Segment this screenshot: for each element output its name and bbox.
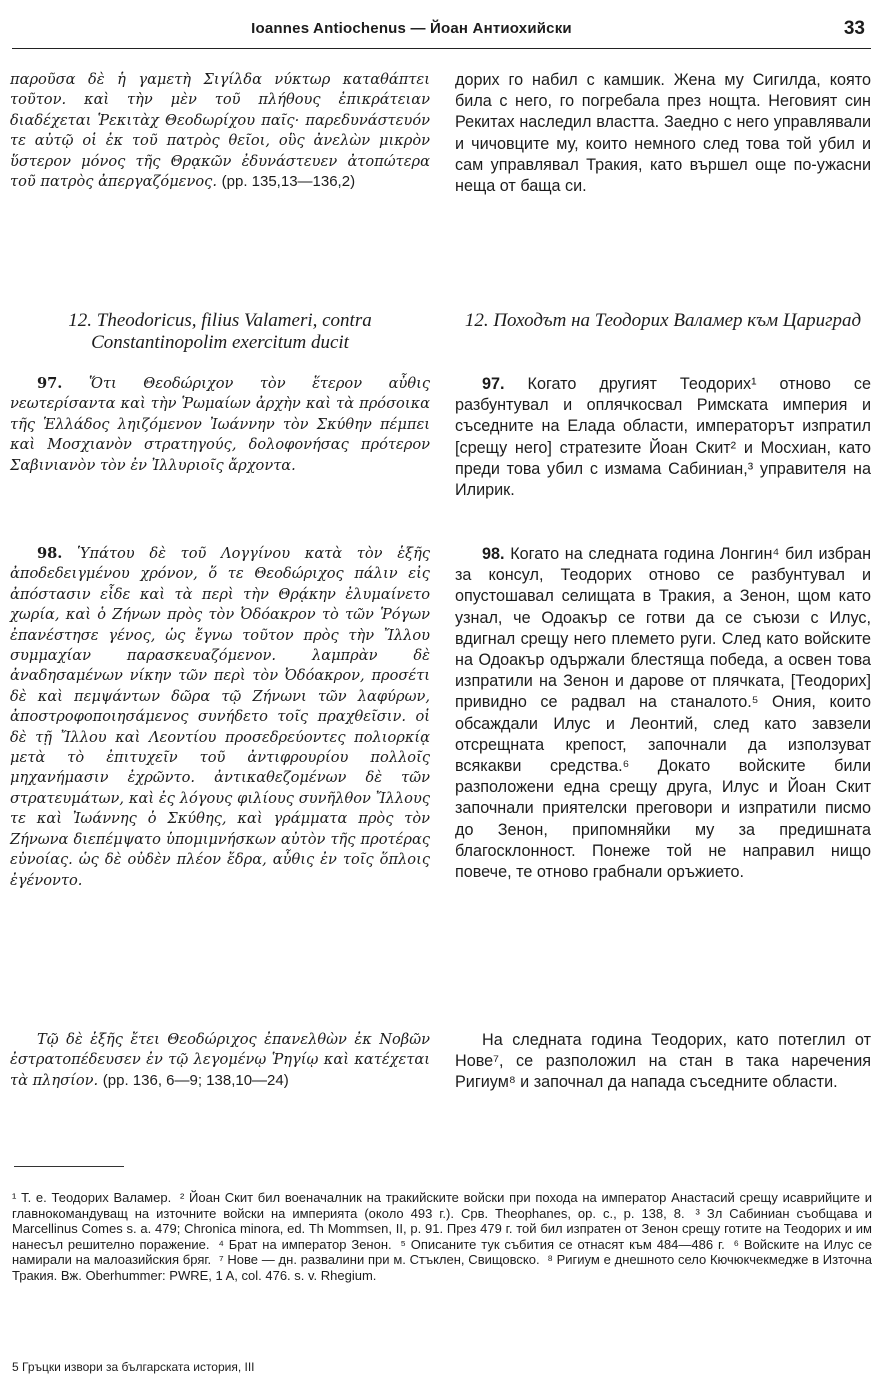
footnote-6: ⁶ Войските на Илус се намирали на малоазийския бряг.: [12, 1236, 873, 1268]
footnote-3: ³ Зл Сабиниан съобщава и Marcellinus Comes s. a. 479; Chronica minora, ed. Th Mommsen, II, p. 91. През 479 г. той бил изпратен от Зенон срещу готите на Теодорих и им нанесъл решително поражение.: [12, 1205, 872, 1252]
last-greek-ref: (pp. 136, 6—9; 138,10—24): [102, 1071, 289, 1089]
p97-bulgarian: [455, 374, 871, 501]
last-greek-body: Τῷ δὲ ἑξῆς ἔτει Θεοδώριχος ἐπανελθὼν ἐκ Νοβῶν ἐστρατοπέδευσεν ἐν τῷ λεγομένῳ Ῥηγίῳ καὶ κατέχεται τὰ πλησίον.: [10, 1031, 430, 1089]
footnote-1: ¹ Т. е. Теодорих Валамер.: [12, 1190, 172, 1205]
page-header: [12, 16, 871, 46]
top-greek-ref: (pp. 135,13—136,2): [221, 173, 356, 191]
footnote-8: ⁸ Ригиум е днешното село Кючюкчекмедже в Източна Тракия. Вж. Oberhummer: PWRE, 1 A, col. 476. s. v. Rhegium.: [12, 1252, 872, 1283]
bulgarian-title-block: [455, 310, 871, 332]
page-footer: 5 Гръцки извори за българската история, III: [12, 1360, 255, 1374]
running-title: Ioannes Antiochenus — Йоан Антиохийски: [251, 20, 572, 37]
p97-greek-number: 97.: [37, 375, 63, 392]
page-number: 33: [843, 18, 865, 39]
p97-bg-body: Когато другият Теодорих¹ отново се разбунтувал и оплячкосвал Римската империя и съседните на Елада области, императорът изпратил [срещу него] стратезите Йоан Скит² и Мосхиан, като преди това убил с измама Сабиниан,³ управителя на Илирик.: [455, 375, 872, 500]
footnotes: [12, 1190, 872, 1284]
footnote-2: ² Йоан Скит бил военачалник на тракийските войски при похода на император Анастасий срещу исаврийците и главнокомандуващ на източните войски на империята (около 493 г.). Срв. Theophanes, op. c., p. 138, 8.: [12, 1190, 872, 1221]
p98-greek-number: 98.: [37, 545, 63, 562]
p97-greek-body: Ὅτι Θεοδώριχον τὸν ἕτερον αὖθις νεωτερίσαντα καὶ τὴν Ῥωμαίων ἀρχὴν καὶ τὰ πρόσοικα τῆς Ἑλλάδος ληιζόμενον Ἰωάννην τὸν Σκύθην πέμπει καὶ Μοσχιανὸν στρατηγούς, δολοφονήσας πρότερον Σαβινιανὸν τὸν ἐν Ἰλλυριοῖς ἄρχοντα.: [10, 375, 430, 474]
p98-greek: [10, 544, 430, 891]
footnote-7: ⁷ Нове — дн. развалини при м. Стъклен, Свищовско.: [218, 1252, 540, 1268]
p98-bg-body: Когато на следната година Лонгин⁴ бил избран за консул, Теодорих отново се разбунтувал и опустошавал селищата в Тракия, а Зенон, щом като узнал, че Одоакър се готви да се съюзи с Илус, вдигнал срещу него племето руги. След като войските на Одоакър одържали блестяща победа, а освен това изпратили на Зенон и дарове от плячката, [Теодорих] привидно се радвал на станалото.⁵ Ония, които обсаждали Илус и Леонтий, след като завзели отсрещната крепост, започнали да използуват всякакви средства.⁶ Докато войските били разположени една срещу друга, Илус и Йоан Скит започнали приятелски преговори и изпратили писмо до Зенон, припомняйки му за предишната благосклонност. Понеже той не направил нищо повече, те отново грабнали оръжието.: [455, 545, 872, 882]
p98-greek-body: Ὑπάτου δὲ τοῦ Λογγίνου κατὰ τὸν ἑξῆς ἀποδεδειγμένου χρόνον, ὅ τε Θεοδώριχος πάλιν εἰς ἀπόστασιν εἶδε καὶ τὰ περὶ τὴν Θρᾴκην ἐλυμαίνετο χωρία, καὶ ὁ Ζήνων πρὸς τὸν Ὀδόακρον τὸ τῶν Ῥόγων ἐπανέστησε γένος, ὡς ἔγνω τοῦτον πρὸς τὴν Ἴλλου συμμαχίαν παρασκευαζόμενον. λαμπρὰν δὲ ἀναδησαμένων νίκην τῶν περὶ τὸν Ὀδόακρον, προσέτι δὲ καὶ πεμψάντων δῶρα τῷ Ζήνωνι τῶν λαφύρων, ἀποστροφοποιησάμενος συνήδετο τοῖς πραχθεῖσιν. οἱ δὲ τῇ Ἴλλου καὶ Λεοντίου προσεδρεύοντες πολιορκίᾳ μετὰ τὸ ἐπιτυχεῖν τοῦ ἀντιφρουρίου πολλοῖς μηχανήμασιν ἐχρῶντο. ἀντικαθεζομένων δὲ τῶν στρατευμάτων, καὶ ἐς λόγους φιλίους συνῆλθον Ἴλλους τε καὶ Ἰωάννης ὁ Σκύθης, καὶ γράμματα πρὸς τὸν Ζήνωνα διεπέμψατο ὑπομιμνήσκων αὐτὸν τῆς προτέρας εὐνοίας. ὡς δὲ οὐδὲν πλέον ἔδρα, αὖθις ἐν τοῖς ὅπλοις ἐγένοντο.: [10, 545, 430, 889]
footnote-4: ⁴ Брат на император Зенон.: [218, 1236, 392, 1252]
top-bulgarian-text: дорих го набил с камшик. Жена му Сигилда, която била с него, го погребала през нощта. Неговият син Рекитах наследил властта. Заедно с него управлявали и чичовците му, които немного след това той убил и сам управлявал Тракия, като вършел още по-ужасни неща от баща си.: [455, 71, 871, 196]
last-greek-column: [10, 1030, 430, 1091]
bulgarian-section-title: 12. Походът на Теодорих Валамер към Цариград: [464, 310, 862, 331]
top-greek-column: [10, 70, 430, 192]
p98-bulgarian: [455, 544, 871, 883]
latin-title-block: [10, 310, 430, 354]
header-rule: [12, 48, 871, 49]
p97-bulgarian-column: [455, 374, 871, 501]
last-bulgarian-column: [455, 1030, 871, 1094]
p97-bg-number: 97.: [482, 375, 505, 393]
last-greek: [10, 1030, 430, 1091]
last-bulgarian: На следната година Теодорих, като потеглил от Нове⁷, се разположил на стан в така наречения Ригиум⁸ и започнал да напада съседните области.: [455, 1031, 871, 1092]
p98-greek-column: [10, 544, 430, 891]
top-greek-body: παροῦσα δὲ ἡ γαμετὴ Σιγίλδα νύκτωρ καταθάπτει τοῦτον. καὶ τὴν μὲν τοῦ πλήθους ἐπικράτειαν διαδέχεται Ῥεκιτὰχ Θεοδωρίχου παῖς· παρεδυνάστευόν τε αὐτῷ οἱ ἐκ τοῦ πατρὸς θεῖοι, οὓς ἀνελὼν μικρὸν ὕστερον μόνος τῆς Θρᾳκῶν ἐδυνάστευεν ἀτοπώτερα τοῦ πατρὸς ἀπεργαζόμενος.: [10, 71, 430, 191]
top-bulgarian-column: [455, 70, 871, 197]
p98-bulgarian-column: [455, 544, 871, 883]
p97-greek-column: [10, 374, 430, 476]
footnote-rule: [14, 1166, 124, 1167]
latin-section-title: 12. Theodoricus, filius Valameri, contra Constantinopolim exercitum ducit: [68, 310, 372, 353]
top-greek-text: [10, 70, 430, 192]
p97-greek: [10, 374, 430, 476]
footnote-5: ⁵ Описаните тук събития се отнасят към 484—486 г.: [400, 1236, 725, 1252]
p98-bg-number: 98.: [482, 545, 505, 563]
